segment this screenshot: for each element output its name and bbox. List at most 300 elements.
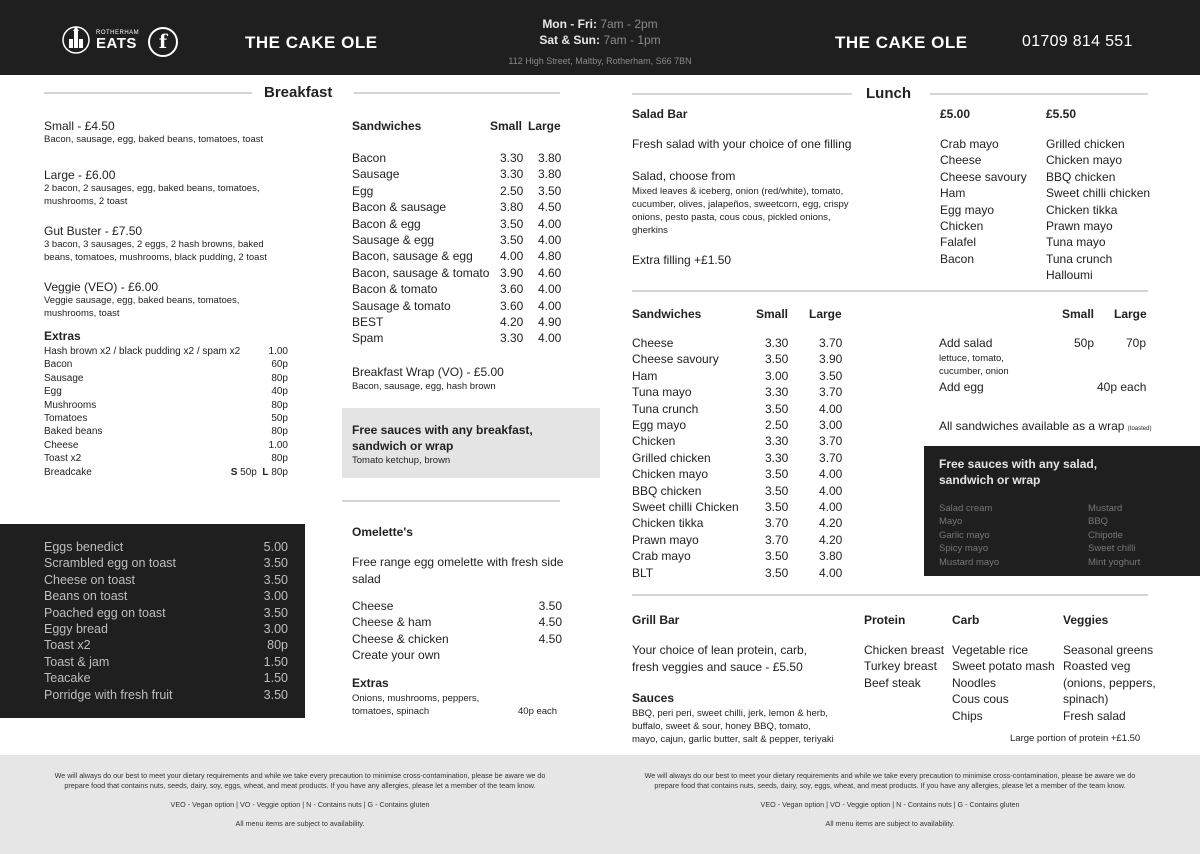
small-price: 3.50 [765, 467, 789, 482]
extra-name: Baked beans [44, 426, 103, 438]
filling-item: Tuna crunch [1046, 251, 1113, 266]
item-name: Bacon, sausage & egg [352, 249, 473, 264]
weekend-time: 7am - 1pm [603, 33, 661, 47]
item-name: Sausage & egg [352, 233, 435, 248]
extra-name: Bacon [44, 359, 73, 371]
sandwich-row [352, 150, 564, 166]
sauce-item: Mayo [939, 516, 963, 528]
extra-row [44, 425, 288, 438]
small-price: 3.30 [765, 336, 789, 350]
large-price: 3.70 [819, 336, 843, 350]
breakfast-wrap-title: Breakfast Wrap (VO) - £5.00 [352, 365, 504, 379]
meal-desc: Bacon, sausage, egg, baked beans, tomatoes, toast [44, 134, 264, 145]
large-price: 4.00 [819, 401, 843, 416]
small-price: 3.30 [765, 434, 789, 449]
salad-desc-line: gherkins [632, 225, 668, 236]
item-price: 5.00 [263, 540, 288, 554]
item-name: Bacon & egg [352, 216, 421, 231]
item-price: 4.50 [538, 631, 562, 646]
large-price: 4.00 [819, 565, 843, 580]
item-price: 3.50 [263, 605, 288, 620]
carb-item: Vegetable rice [952, 643, 1029, 657]
breakfast-title: Breakfast [264, 84, 333, 101]
veggie-item: Roasted veg [1063, 659, 1131, 674]
salad-desc-line: cucumber, olives, jalapeños, sweetcorn, egg, crispy [632, 199, 849, 210]
omelette-row [352, 647, 562, 663]
extra-name: Egg [44, 386, 62, 398]
sauce-item: Spicy mayo [939, 543, 989, 555]
item-name: Toast & jam [44, 654, 110, 669]
small-price: 2.50 [765, 418, 789, 433]
carb-item: Sweet potato mash [952, 659, 1055, 674]
small-price: 3.50 [500, 216, 524, 231]
divider [930, 93, 1148, 95]
small-price: 3.50 [765, 500, 789, 515]
rotherham-eats-logo[interactable] [62, 24, 139, 56]
salad-bar-title: Salad Bar [632, 107, 688, 121]
item-name: BEST [352, 315, 384, 330]
meal-name: Large - £6.00 [44, 168, 116, 182]
breakfast-wrap-desc: Bacon, sausage, egg, hash brown [352, 381, 496, 392]
item-price: 3.50 [263, 572, 288, 587]
item-name: Crab mayo [632, 549, 691, 564]
sauce-item: Garlic mayo [939, 529, 990, 541]
sandwich-row [632, 384, 852, 400]
sauce-item: Mustard [1088, 503, 1123, 514]
small-price: 3.30 [765, 450, 789, 465]
veggies-list [1063, 642, 1156, 724]
filling-item: Egg mayo [940, 202, 995, 217]
fillings-5-50-list [1046, 136, 1150, 284]
add-salad-desc-line: lettuce, tomato, [939, 353, 1004, 364]
sauce-item: Chipotle [1088, 529, 1123, 541]
meal-name: Gut Buster - £7.50 [44, 224, 143, 238]
extra-filling: Extra filling +£1.50 [632, 253, 732, 267]
filling-item: Prawn mayo [1046, 219, 1113, 234]
item-name: Egg mayo [632, 418, 687, 433]
footer-legend: VEO - Vegan option | VO - Veggie option | N - Contains nuts | G - Contains gluten [760, 800, 1020, 809]
meal-desc: 3 bacon, 3 sausages, 2 eggs, 2 hash browns, baked [44, 239, 264, 250]
extra-row [44, 358, 288, 371]
large-price: 3.80 [819, 549, 843, 564]
extra-price: 80p [271, 399, 288, 411]
sandwich-row [632, 417, 852, 433]
header-bar [0, 0, 1200, 75]
item-name: Scrambled egg on toast [44, 556, 177, 571]
item-name: Cheese [352, 599, 394, 613]
add-salad-desc-line: cucumber, onion [939, 366, 1009, 377]
salad-desc-line: Mixed leaves & iceberg, onion (red/white), tomato, [632, 186, 844, 197]
item-name: Sausage [352, 167, 400, 182]
divider [342, 500, 560, 502]
filling-item: BBQ chicken [1046, 169, 1116, 184]
lunch-large-header: Large [809, 307, 842, 321]
footer [0, 755, 1200, 854]
filling-item: Tuna mayo [1046, 235, 1106, 250]
item-name: Grilled chicken [632, 450, 711, 465]
item-name: Prawn mayo [632, 532, 699, 547]
omelette-row [352, 598, 562, 614]
brand-name-right: THE CAKE OLE [835, 33, 968, 52]
divider [44, 92, 252, 94]
item-price: 3.50 [263, 687, 288, 702]
item-name: Cheese on toast [44, 572, 136, 587]
item-name: Eggs benedict [44, 540, 124, 554]
small-price: 3.50 [500, 233, 524, 248]
footer-left [20, 771, 580, 829]
item-name: Chicken [632, 434, 676, 449]
salad-desc [632, 185, 849, 237]
item-name: Sweet chilli Chicken [632, 500, 739, 515]
sandwich-row [632, 565, 852, 581]
item-name: Teacake [44, 671, 91, 686]
weekday-time: 7am - 2pm [600, 17, 658, 31]
wrap-note [939, 419, 1151, 433]
add-salad-desc [939, 352, 1009, 378]
sauce-item: Mustard mayo [939, 556, 1000, 568]
item-price: 3.50 [263, 556, 288, 571]
small-price: 3.50 [765, 401, 789, 416]
item-name: Poached egg on toast [44, 605, 166, 620]
item-price: 80p [267, 638, 288, 653]
sandwich-row [352, 183, 564, 199]
omelette-row [352, 631, 562, 647]
grill-sauces-line: buffalo, sweet & sour, honey BBQ, tomato, [632, 721, 811, 732]
extras-list [44, 345, 288, 479]
lunch-title: Lunch [866, 85, 911, 102]
small-price: 3.00 [765, 368, 789, 383]
omelette-extras-desc [352, 692, 479, 718]
item-name: Cheese & ham [352, 615, 432, 630]
address: 112 High Street, Maltby, Rotherham, S66 7BN [508, 56, 692, 66]
footer-availability: All menu items are subject to availability. [235, 819, 365, 828]
sauce-item: Mint yoghurt [1088, 556, 1141, 568]
sandwich-row [632, 335, 852, 351]
meal-item [44, 119, 304, 168]
large-price: 4.80 [538, 249, 562, 264]
sandwich-row [632, 433, 852, 449]
price-5-header: £5.00 [940, 107, 971, 121]
free-sauces-breakfast-box [342, 408, 600, 478]
omelettes-title: Omelette's [352, 525, 413, 539]
light-bites-list [44, 539, 288, 703]
large-price: 3.70 [819, 450, 843, 465]
large-price: 3.90 [819, 352, 843, 367]
breakfast-light-bites-box [0, 524, 305, 718]
item-name: BLT [632, 565, 654, 580]
meal-name: Small - £4.50 [44, 119, 115, 133]
sandwich-row [352, 330, 564, 346]
add-salad: Add salad [939, 336, 993, 350]
small-price: 3.50 [765, 565, 789, 580]
protein-item: Beef steak [864, 675, 921, 690]
small-price: 3.70 [765, 516, 789, 531]
sandwich-row [352, 248, 564, 264]
large-price: 4.90 [538, 315, 562, 330]
light-bite-row [44, 621, 288, 637]
extra-name: Breadcake [44, 466, 92, 478]
weekend-label: Sat & Sun: [539, 33, 600, 47]
omelette-extras-line: tomatoes, spinach [352, 706, 430, 717]
large-price: 4.50 [538, 200, 562, 215]
extra-row [44, 412, 288, 425]
small-price: 3.30 [500, 151, 524, 165]
wrap-note-small: (toasted) [1127, 426, 1152, 432]
sandwich-row [632, 368, 852, 384]
item-name: Spam [352, 331, 384, 346]
item-name: Eggy bread [44, 622, 108, 637]
breadcake-prices [231, 466, 288, 479]
grill-desc [632, 642, 807, 676]
sandwich-row [632, 401, 852, 417]
small-price: 3.50 [765, 483, 789, 498]
extra-name: Cheese [44, 439, 79, 451]
light-bite-row [44, 670, 288, 686]
large-price: 4.60 [538, 265, 562, 280]
logo-big-text: EATS [96, 34, 137, 52]
breakfast-meals [44, 119, 304, 336]
meal-desc: 2 bacon, 2 sausages, egg, baked beans, tomatoes, [44, 183, 260, 194]
omelettes-desc-line: salad [352, 572, 381, 586]
tower-icon [62, 25, 90, 55]
sandwich-row [352, 216, 564, 232]
extra-row [44, 372, 288, 385]
extra-price: 80p [271, 466, 288, 478]
item-name: Chicken tikka [632, 516, 704, 531]
sandwich-row [632, 532, 852, 548]
add-salad-small-price: 50p [1074, 336, 1095, 350]
sauces-right-list [1088, 502, 1140, 569]
extra-row [44, 345, 288, 358]
sandwich-row [632, 351, 852, 367]
item-name: Cheese & chicken [352, 631, 449, 646]
large-price: 4.00 [538, 233, 562, 248]
lunch-sandwich-list [632, 335, 852, 581]
extra-price: 60p [271, 359, 288, 371]
footer-allergy-line: prepare food that contains nuts, seeds, dairy, soy, eggs, wheat, and meat products. If you have any allergies, please let a member of the team know. [64, 781, 536, 790]
meal-item [44, 224, 304, 280]
extra-price: 80p [271, 426, 288, 438]
large-price: 3.70 [819, 434, 843, 449]
opening-hours [480, 16, 720, 69]
sandwich-row [352, 232, 564, 248]
small-price: 3.70 [765, 532, 789, 547]
sandwich-row [632, 499, 852, 515]
large-price: 4.00 [538, 331, 562, 346]
item-name: Tuna mayo [632, 385, 692, 400]
large-price: 3.50 [819, 368, 843, 383]
size-s-label: S [230, 466, 238, 478]
sandwich-row [632, 450, 852, 466]
extra-price: 50p [271, 413, 288, 425]
salad-desc-line: onions, pesto pasta, cous cous, pickled onions, [632, 212, 831, 223]
small-price: 4.00 [500, 249, 524, 264]
brand-name-left: THE CAKE OLE [245, 33, 378, 52]
large-price: 4.00 [538, 216, 562, 231]
carb-item: Chips [952, 708, 983, 723]
filling-item: Grilled chicken [1046, 137, 1125, 151]
light-bite-row [44, 605, 288, 621]
filling-item: Chicken [940, 219, 984, 234]
grill-sauces-line: mayo, cajun, garlic butter, salt & pepper, teriyaki [632, 734, 834, 745]
filling-item: Crab mayo [940, 137, 999, 151]
item-name: Cheese savoury [632, 352, 719, 367]
price-5-50-header: £5.50 [1046, 107, 1077, 121]
large-price: 4.20 [819, 532, 843, 547]
omelette-extras-price: 40p each [518, 706, 558, 717]
free-sauces-lunch-box [924, 446, 1200, 576]
item-name: Create your own [352, 648, 441, 663]
phone-number[interactable]: 01709 814 551 [1022, 33, 1133, 50]
veggies-title: Veggies [1063, 613, 1109, 627]
light-bite-row [44, 654, 288, 670]
meal-desc: mushrooms, toast [44, 308, 120, 319]
extra-price: 50p [240, 466, 257, 478]
sandwiches-title: Sandwiches [352, 119, 422, 133]
extra-price: 1.00 [268, 439, 288, 451]
facebook-icon[interactable]: f [148, 27, 178, 57]
grill-sauces-line: BBQ, peri peri, sweet chilli, jerk, lemon & herb, [632, 708, 828, 719]
extra-row [44, 385, 288, 398]
footer-legend: VEO - Vegan option | VO - Veggie option | N - Contains nuts | G - Contains gluten [170, 800, 430, 809]
extra-name: Tomatoes [44, 413, 88, 425]
item-name: Porridge with fresh fruit [44, 687, 173, 702]
sandwich-row [352, 166, 564, 182]
add-egg-price: 40p each [1097, 380, 1147, 394]
grill-desc-line: Your choice of lean protein, carb, [632, 643, 808, 657]
veggie-item: (onions, peppers, [1063, 675, 1156, 690]
extra-name: Mushrooms [44, 399, 97, 411]
divider [354, 92, 560, 94]
protein-title: Protein [864, 613, 906, 627]
large-price: 3.70 [819, 385, 843, 400]
extra-row [44, 452, 288, 465]
item-name: Cheese [632, 336, 674, 350]
sauces-title: Sauces [632, 691, 675, 705]
extra-name: Sausage [44, 372, 84, 384]
large-price: 4.00 [538, 282, 562, 297]
protein-list [864, 642, 944, 691]
sauce-item: BBQ [1088, 516, 1109, 528]
meal-desc: beans, tomatoes, mushrooms, black pudding, 2 toast [44, 252, 267, 263]
large-price: 3.00 [819, 418, 843, 433]
divider [632, 93, 852, 95]
addons-large-header: Large [1114, 307, 1147, 321]
omelette-list [352, 598, 562, 664]
divider [632, 594, 1148, 596]
meal-item [44, 168, 304, 224]
salad-intro: Fresh salad with your choice of one filling [632, 137, 852, 151]
sandwich-row [632, 483, 852, 499]
filling-item: Halloumi [1046, 268, 1093, 283]
protein-item: Chicken breast [864, 643, 945, 657]
omelettes-desc [352, 554, 563, 588]
small-price: 3.60 [500, 282, 524, 297]
small-price: 4.20 [500, 315, 524, 330]
item-name: Bacon & tomato [352, 282, 438, 297]
filling-item: Chicken tikka [1046, 202, 1118, 217]
filling-item: Ham [940, 186, 966, 201]
filling-item: Chicken mayo [1046, 153, 1123, 168]
omelette-extras-line: Onions, mushrooms, peppers, [352, 693, 480, 704]
salad-choose: Salad, choose from [632, 169, 736, 183]
free-sauces-title [352, 422, 533, 454]
small-price: 3.30 [500, 331, 524, 346]
footer-allergy-line: We will always do our best to meet your dietary requirements and while we take every precaution to minimise cross-contamination, please be aware we do [644, 771, 1136, 780]
veggie-item: Seasonal greens [1063, 643, 1154, 657]
small-price: 3.50 [765, 352, 789, 367]
breadcake-row [44, 466, 288, 479]
sandwich-row [352, 199, 564, 215]
divider [632, 290, 1148, 292]
filling-item: Sweet chilli chicken [1046, 186, 1151, 201]
small-price: 2.50 [500, 183, 524, 198]
fillings-5-list [940, 136, 1027, 267]
extra-name: Hash brown x2 / black pudding x2 / spam x2 [44, 346, 241, 357]
extras-title: Extras [44, 329, 81, 343]
small-price: 3.50 [765, 549, 789, 564]
weekday-label: Mon - Fri: [542, 17, 597, 31]
add-salad-large-price: 70p [1126, 336, 1147, 350]
item-price: 1.50 [263, 654, 288, 669]
veggie-item: Fresh salad [1063, 708, 1126, 723]
light-bite-row [44, 539, 288, 555]
large-price: 3.80 [538, 167, 562, 182]
large-price: 4.00 [819, 483, 843, 498]
footer-allergy-line: We will always do our best to meet your dietary requirements and while we take every precaution to minimise cross-contamination, please be aware we do [54, 771, 546, 780]
sandwich-row [352, 281, 564, 297]
small-price: 3.60 [500, 298, 524, 313]
filling-item: Falafel [940, 235, 977, 250]
carb-item: Cous cous [952, 692, 1009, 707]
extra-price: 1.00 [268, 346, 288, 357]
large-price: 3.80 [538, 151, 562, 165]
omelette-row [352, 614, 562, 630]
extra-name: Toast x2 [44, 453, 82, 465]
free-sauces-title-line: Free sauces with any salad, [939, 457, 1098, 471]
extra-price: 80p [271, 453, 288, 465]
sauce-item: Sweet chilli [1088, 543, 1136, 555]
extra-price: 40p [271, 386, 288, 398]
large-price: 4.20 [819, 516, 843, 531]
carb-list [952, 642, 1055, 724]
lunch-small-header: Small [756, 307, 789, 321]
sandwich-row [632, 466, 852, 482]
item-name: Egg [352, 183, 374, 198]
item-name: Bacon [352, 151, 387, 165]
meal-name: Veggie (VEO) - £6.00 [44, 280, 159, 294]
omelettes-desc-line: Free range egg omelette with fresh side [352, 555, 564, 569]
omelette-extras-title: Extras [352, 676, 389, 690]
small-price: 3.90 [500, 265, 524, 280]
grill-desc-line: fresh veggies and sauce - £5.50 [632, 660, 803, 674]
large-price: 3.50 [538, 183, 562, 198]
free-sauces-title-line: sandwich or wrap [352, 439, 454, 453]
item-price: 3.50 [538, 599, 562, 613]
grill-bar-title: Grill Bar [632, 613, 680, 627]
filling-item: Bacon [940, 251, 975, 266]
veggie-item: spinach) [1063, 692, 1109, 707]
sauce-item: Salad cream [939, 503, 993, 514]
breakfast-sandwich-list [352, 150, 564, 347]
large-portion-note: Large portion of protein +£1.50 [1010, 733, 1141, 744]
item-price: 3.00 [263, 622, 288, 637]
large-price: 4.00 [819, 500, 843, 515]
light-bite-row [44, 637, 288, 653]
item-price: 1.50 [263, 671, 288, 686]
light-bite-row [44, 572, 288, 588]
sauces-left-list [939, 502, 999, 569]
